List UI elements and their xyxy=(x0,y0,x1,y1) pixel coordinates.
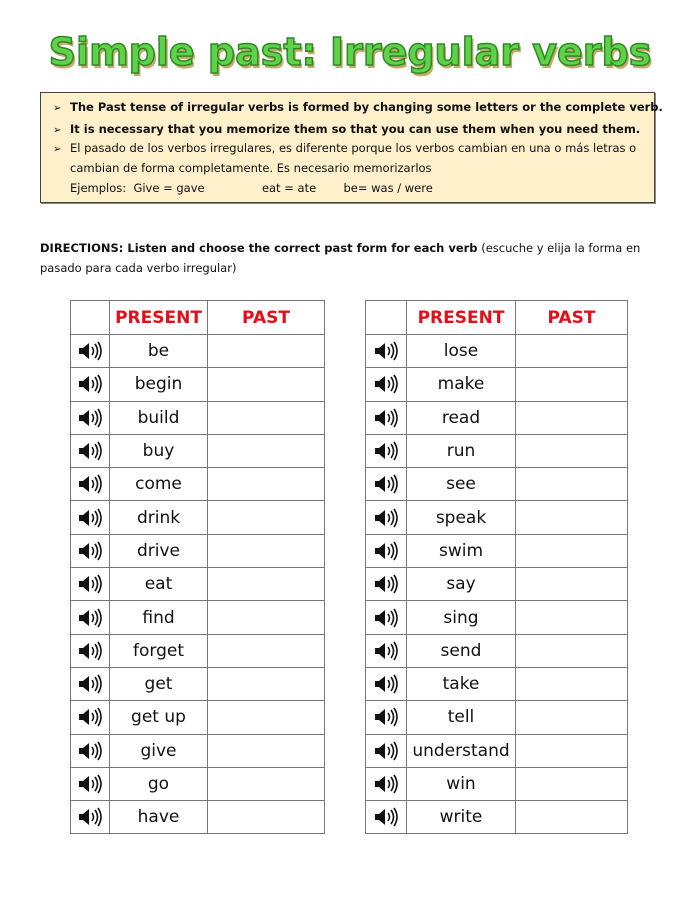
play-audio-button[interactable] xyxy=(366,501,407,534)
speaker-icon xyxy=(373,540,399,562)
play-audio-button[interactable] xyxy=(366,534,407,567)
present-verb: tell xyxy=(407,701,516,734)
info-bullet-1 xyxy=(53,100,663,114)
table-row xyxy=(366,534,628,567)
table-row xyxy=(71,534,325,567)
table-row xyxy=(366,568,628,601)
play-audio-button[interactable] xyxy=(71,401,110,434)
present-header: PRESENT xyxy=(110,301,208,335)
table-row xyxy=(71,734,325,767)
present-verb: send xyxy=(407,634,516,667)
present-verb: sing xyxy=(407,601,516,634)
past-header: PAST xyxy=(516,301,628,335)
speaker-icon xyxy=(373,640,399,662)
table-row xyxy=(366,434,628,467)
info-bullet-2 xyxy=(53,122,640,136)
speaker-icon xyxy=(77,773,103,795)
speaker-icon xyxy=(77,507,103,529)
present-verb: be xyxy=(110,335,208,368)
play-audio-button[interactable] xyxy=(366,368,407,401)
play-audio-button[interactable] xyxy=(71,434,110,467)
present-verb: get xyxy=(110,667,208,700)
play-audio-button[interactable] xyxy=(366,634,407,667)
table-row xyxy=(366,734,628,767)
examples-label: Ejemplos: xyxy=(70,181,127,195)
play-audio-button[interactable] xyxy=(71,335,110,368)
play-audio-button[interactable] xyxy=(366,401,407,434)
speaker-icon xyxy=(77,540,103,562)
play-audio-button[interactable] xyxy=(71,634,110,667)
speaker-icon xyxy=(373,473,399,495)
speaker-icon xyxy=(373,806,399,828)
play-audio-button[interactable] xyxy=(366,734,407,767)
past-answer-field[interactable] xyxy=(208,634,325,667)
table-row xyxy=(366,667,628,700)
past-answer-field[interactable] xyxy=(208,501,325,534)
present-verb: give xyxy=(110,734,208,767)
table-row xyxy=(366,701,628,734)
play-audio-button[interactable] xyxy=(366,434,407,467)
examples-line xyxy=(70,181,433,195)
past-answer-field[interactable] xyxy=(208,734,325,767)
play-audio-button[interactable] xyxy=(71,568,110,601)
table-row xyxy=(71,468,325,501)
speaker-icon xyxy=(373,373,399,395)
play-audio-button[interactable] xyxy=(366,767,407,800)
speaker-icon xyxy=(77,407,103,429)
play-audio-button[interactable] xyxy=(71,468,110,501)
play-audio-button[interactable] xyxy=(71,734,110,767)
past-answer-field[interactable] xyxy=(208,701,325,734)
play-audio-button[interactable] xyxy=(366,801,407,834)
past-answer-field[interactable] xyxy=(208,767,325,800)
table-row xyxy=(366,368,628,401)
present-verb: swim xyxy=(407,534,516,567)
speaker-icon xyxy=(77,473,103,495)
play-audio-button[interactable] xyxy=(71,767,110,800)
table-row xyxy=(71,401,325,434)
table-row xyxy=(366,767,628,800)
present-verb: drink xyxy=(110,501,208,534)
play-audio-button[interactable] xyxy=(366,568,407,601)
example: eat = ate xyxy=(261,181,317,195)
present-verb: come xyxy=(110,468,208,501)
past-answer-field[interactable] xyxy=(208,601,325,634)
past-answer-field[interactable] xyxy=(516,534,628,567)
table-row xyxy=(366,335,628,368)
present-verb: eat xyxy=(110,568,208,601)
present-verb: drive xyxy=(110,534,208,567)
bullet-text: It is necessary that you memorize them so that you can use them when you need them. xyxy=(70,122,641,136)
speaker-icon xyxy=(373,507,399,529)
speaker-icon xyxy=(77,673,103,695)
speaker-icon xyxy=(77,706,103,728)
speaker-icon xyxy=(77,806,103,828)
present-verb: make xyxy=(407,368,516,401)
present-verb: say xyxy=(407,568,516,601)
speaker-icon xyxy=(373,673,399,695)
speaker-icon xyxy=(77,440,103,462)
table-row xyxy=(366,401,628,434)
speaker-icon xyxy=(77,573,103,595)
speaker-icon xyxy=(373,773,399,795)
past-answer-field[interactable] xyxy=(516,501,628,534)
speaker-icon xyxy=(77,373,103,395)
present-verb: buy xyxy=(110,434,208,467)
past-answer-field[interactable] xyxy=(516,568,628,601)
bullet-text: The Past tense of irregular verbs is formed by changing some letters or the complete verb. xyxy=(70,100,663,114)
present-verb: go xyxy=(110,767,208,800)
play-audio-button[interactable] xyxy=(71,701,110,734)
past-answer-field[interactable] xyxy=(516,401,628,434)
present-verb: find xyxy=(110,601,208,634)
present-verb: read xyxy=(407,401,516,434)
play-audio-button[interactable] xyxy=(71,601,110,634)
past-answer-field[interactable] xyxy=(516,634,628,667)
directions-bold: DIRECTIONS: Listen and choose the correct past form for each verb xyxy=(40,241,478,255)
speaker-icon xyxy=(373,440,399,462)
directions xyxy=(40,238,655,278)
table-row xyxy=(366,601,628,634)
table-row xyxy=(71,335,325,368)
icon-header xyxy=(366,301,407,335)
directions-translation: (escuche y elija la forma en pasado para cada verbo irregular) xyxy=(40,241,641,275)
speaker-icon xyxy=(373,340,399,362)
play-audio-button[interactable] xyxy=(366,667,407,700)
speaker-icon xyxy=(77,640,103,662)
past-answer-field[interactable] xyxy=(516,434,628,467)
present-verb: build xyxy=(110,401,208,434)
play-audio-button[interactable] xyxy=(71,667,110,700)
past-answer-field[interactable] xyxy=(208,667,325,700)
present-verb: get up xyxy=(110,701,208,734)
past-answer-field[interactable] xyxy=(516,335,628,368)
past-answer-field[interactable] xyxy=(208,434,325,467)
past-answer-field[interactable] xyxy=(516,767,628,800)
past-answer-field[interactable] xyxy=(208,534,325,567)
present-verb: speak xyxy=(407,501,516,534)
header-row xyxy=(366,301,628,335)
present-verb: see xyxy=(407,468,516,501)
past-answer-field[interactable] xyxy=(208,801,325,834)
table-row xyxy=(366,468,628,501)
play-audio-button[interactable] xyxy=(366,468,407,501)
play-audio-button[interactable] xyxy=(71,801,110,834)
verb-table-left xyxy=(70,300,325,834)
past-answer-field[interactable] xyxy=(208,335,325,368)
table-row xyxy=(71,634,325,667)
speaker-icon xyxy=(373,607,399,629)
play-audio-button[interactable] xyxy=(366,701,407,734)
icon-header xyxy=(71,301,110,335)
past-answer-field[interactable] xyxy=(516,601,628,634)
present-verb: forget xyxy=(110,634,208,667)
present-verb: win xyxy=(407,767,516,800)
past-answer-field[interactable] xyxy=(208,401,325,434)
header-row xyxy=(71,301,325,335)
info-bullet-3 xyxy=(53,141,636,155)
arrow-bullet-icon: ➢ xyxy=(53,144,62,155)
play-audio-button[interactable] xyxy=(366,335,407,368)
present-verb: understand xyxy=(407,734,516,767)
verb-table-right xyxy=(365,300,628,834)
play-audio-button[interactable] xyxy=(71,534,110,567)
past-answer-field[interactable] xyxy=(208,368,325,401)
past-header: PAST xyxy=(208,301,325,335)
speaker-icon xyxy=(373,740,399,762)
bullet-text: El pasado de los verbos irregulares, es diferente porque los verbos cambian en una o más letras o xyxy=(70,141,637,155)
past-answer-field[interactable] xyxy=(208,468,325,501)
table-row xyxy=(71,568,325,601)
present-verb: have xyxy=(110,801,208,834)
play-audio-button[interactable] xyxy=(366,601,407,634)
past-answer-field[interactable] xyxy=(516,468,628,501)
table-row xyxy=(71,701,325,734)
play-audio-button[interactable] xyxy=(71,501,110,534)
table-row xyxy=(71,667,325,700)
present-verb: take xyxy=(407,667,516,700)
past-answer-field[interactable] xyxy=(516,701,628,734)
bullet-text-continued: cambian de forma completamente. Es necesario memorizarlos xyxy=(70,161,432,175)
page-title: Simple past: Irregular verbs xyxy=(48,30,652,74)
table-row xyxy=(366,801,628,834)
example: be= was / were xyxy=(343,181,433,195)
table-row xyxy=(366,501,628,534)
speaker-icon xyxy=(373,573,399,595)
speaker-icon xyxy=(77,340,103,362)
present-verb: run xyxy=(407,434,516,467)
speaker-icon xyxy=(373,706,399,728)
info-box xyxy=(40,92,663,203)
table-row xyxy=(71,801,325,834)
play-audio-button[interactable] xyxy=(71,368,110,401)
present-header: PRESENT xyxy=(407,301,516,335)
table-row xyxy=(71,601,325,634)
past-answer-field[interactable] xyxy=(516,368,628,401)
speaker-icon xyxy=(373,407,399,429)
example: Give = gave xyxy=(133,181,205,195)
present-verb: begin xyxy=(110,368,208,401)
table-row xyxy=(71,501,325,534)
past-answer-field[interactable] xyxy=(516,667,628,700)
speaker-icon xyxy=(77,740,103,762)
table-row xyxy=(71,368,325,401)
table-row xyxy=(366,634,628,667)
past-answer-field[interactable] xyxy=(516,801,628,834)
speaker-icon xyxy=(77,607,103,629)
present-verb: write xyxy=(407,801,516,834)
table-row xyxy=(71,434,325,467)
present-verb: lose xyxy=(407,335,516,368)
past-answer-field[interactable] xyxy=(516,734,628,767)
arrow-bullet-icon: ➢ xyxy=(53,103,62,114)
past-answer-field[interactable] xyxy=(208,568,325,601)
arrow-bullet-icon: ➢ xyxy=(53,125,62,136)
table-row xyxy=(71,767,325,800)
